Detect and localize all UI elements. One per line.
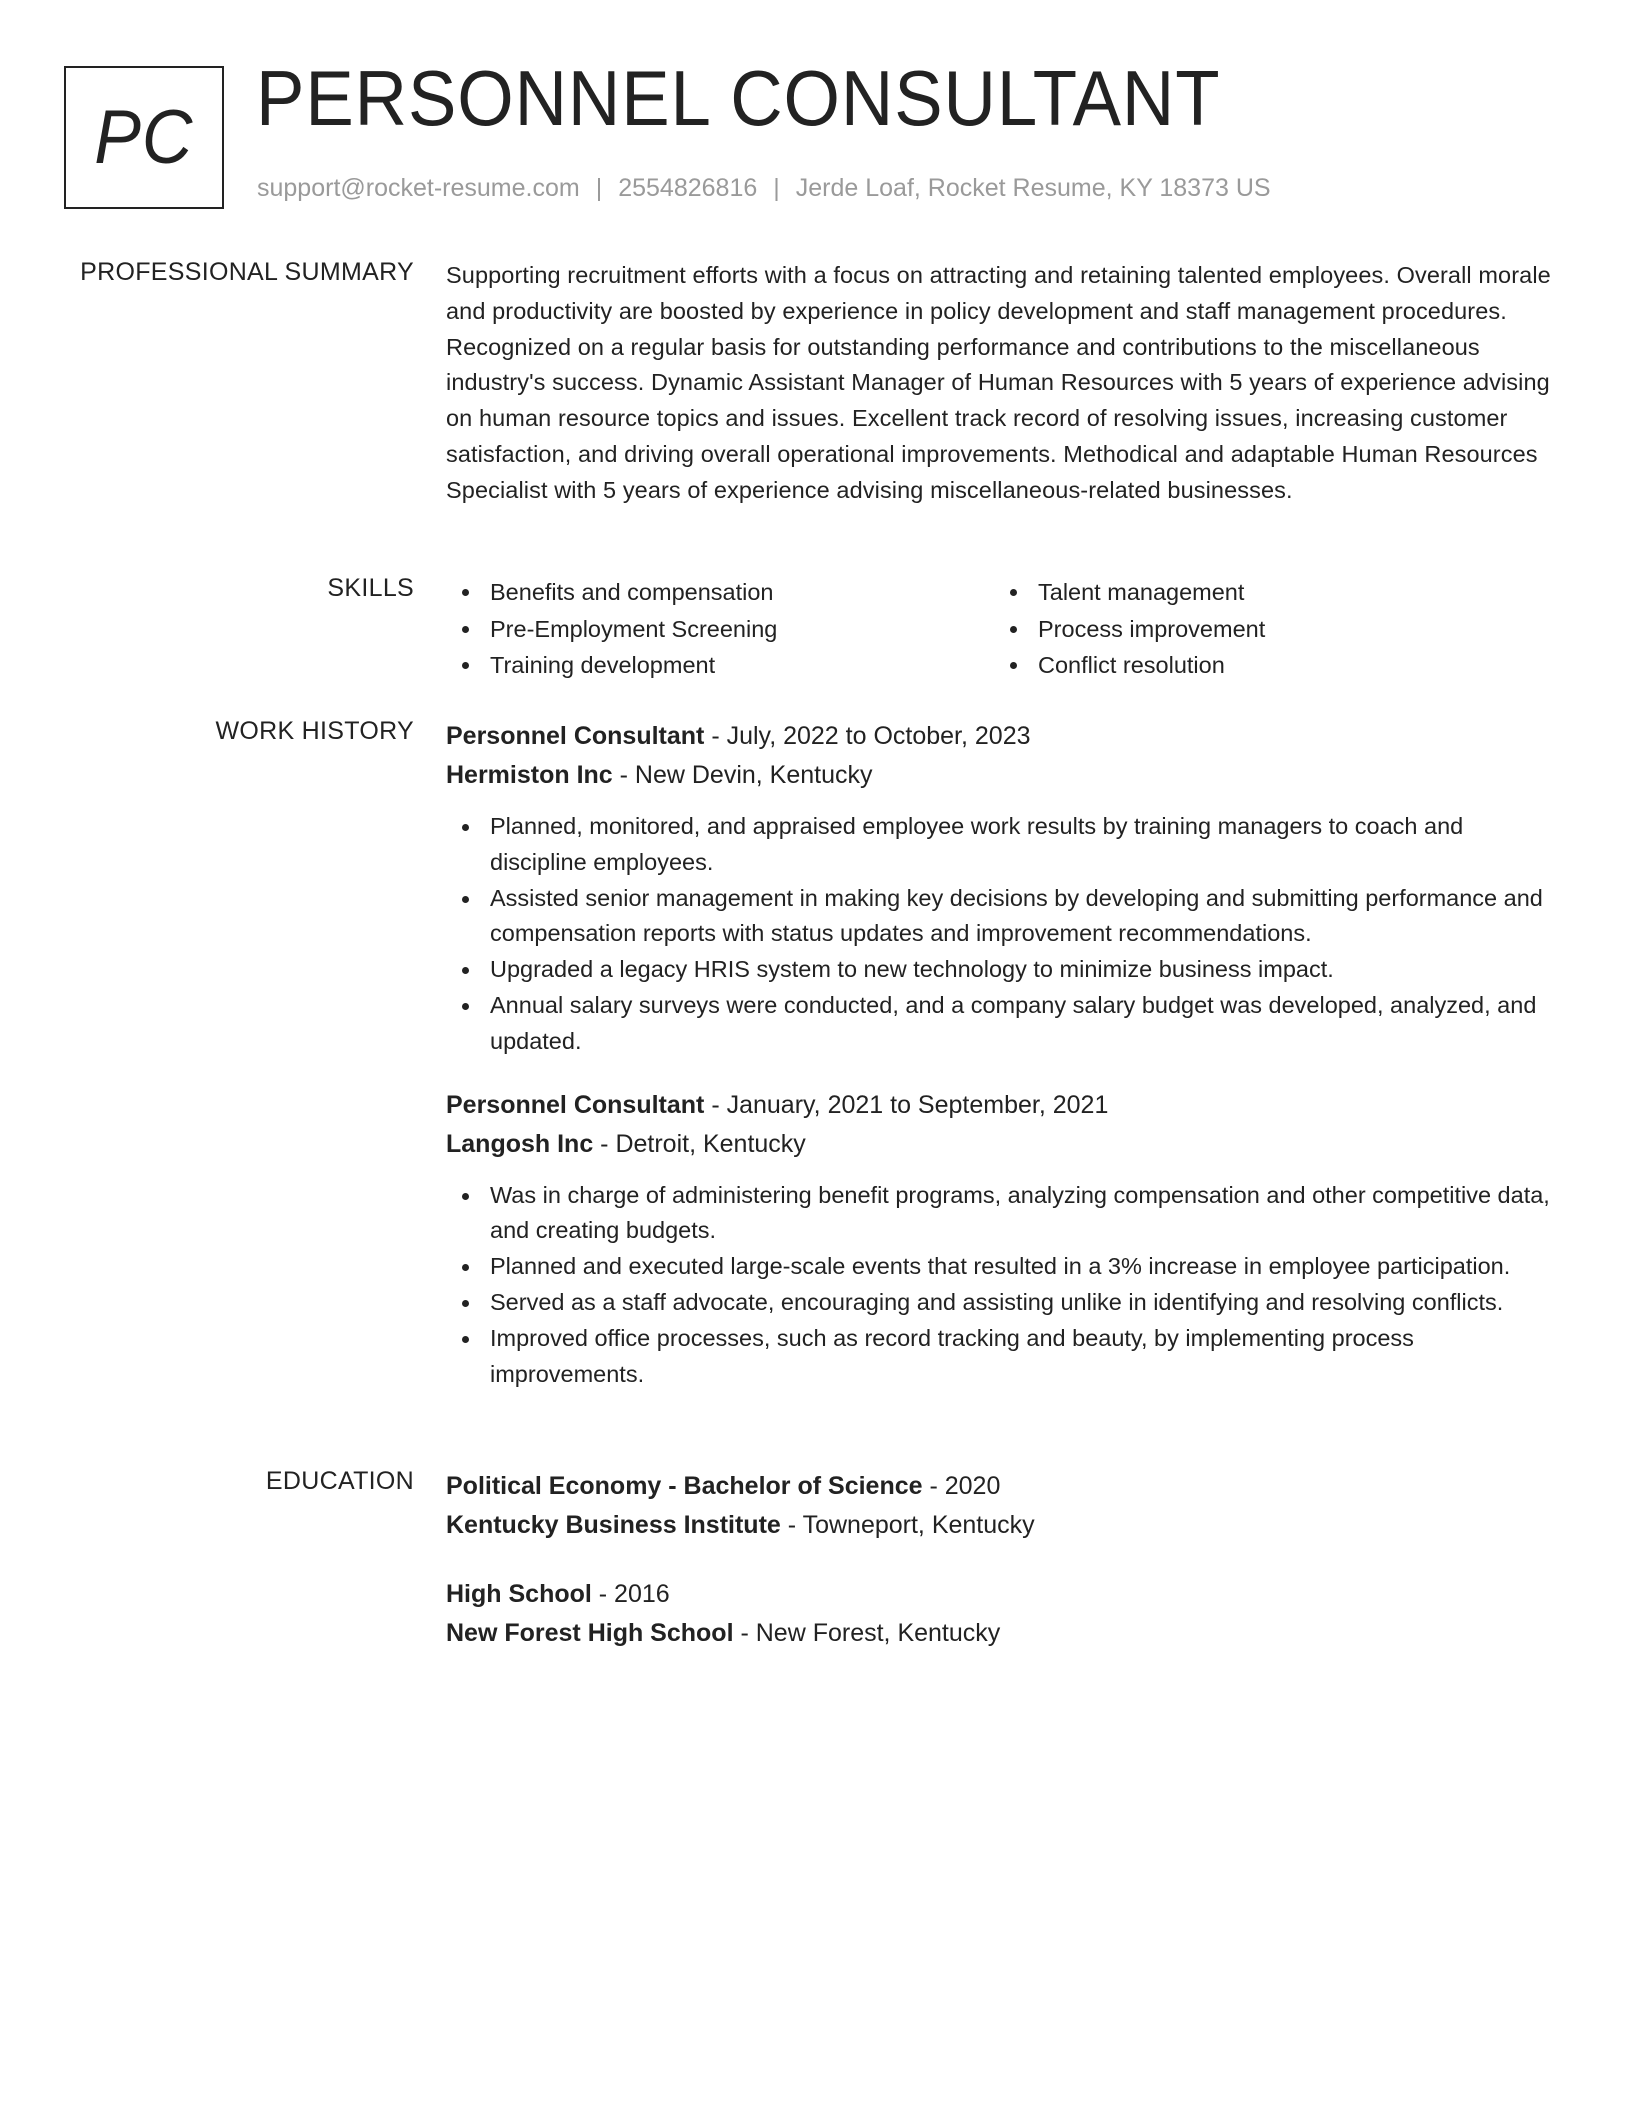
summary-heading: PROFESSIONAL SUMMARY <box>80 258 414 286</box>
job-title-line <box>446 1086 1562 1125</box>
job-dates: - July, 2022 to October, 2023 <box>704 722 1031 750</box>
candidate-name: PERSONNEL CONSULTANT <box>256 54 1221 142</box>
job-bullet: Annual salary surveys were conducted, and a company salary budget was developed, analyzed, and updated. <box>446 988 1562 1060</box>
skill-item: Process improvement <box>994 611 1542 648</box>
contact-line <box>257 174 1271 203</box>
education-degree: Political Economy - Bachelor of Science <box>446 1472 923 1500</box>
monogram-box <box>64 66 224 209</box>
job-company: Hermiston Inc <box>446 761 613 789</box>
education-location: - New Forest, Kentucky <box>733 1619 1001 1647</box>
skill-item: Benefits and compensation <box>446 574 994 611</box>
education-school: New Forest High School <box>446 1619 734 1647</box>
education-year: - 2016 <box>591 1580 670 1608</box>
skill-item: Pre-Employment Screening <box>446 611 994 648</box>
job-bullet: Planned, monitored, and appraised employee work results by training managers to coach and discipline employees. <box>446 809 1562 881</box>
job-company: Langosh Inc <box>446 1129 594 1158</box>
education-school-line <box>446 1506 1562 1545</box>
job-bullet: Assisted senior management in making key decisions by developing and submitting performance and compensation reports with status updates and improvement recommendations. <box>446 881 1562 953</box>
job-company-line <box>446 1125 1562 1164</box>
education-school-line <box>446 1614 1562 1653</box>
job-title-line <box>446 717 1562 756</box>
summary-text: Supporting recruitment efforts with a focus on attracting and retaining talented employees. Overall morale and productivity are boosted by experience in policy development and staff management procedures. Recognized on a regular basis for outstanding performance and contributions to the miscellaneous industry's success. Dynamic Assistant Manager of Human Resources with 5 years of experience advising on human resource topics and issues. Excellent track record of resolving issues, increasing customer satisfaction, and driving overall operational improvements. Methodical and adaptable Human Resources Specialist with 5 years of experience advising miscellaneous-related businesses. <box>446 262 1551 503</box>
contact-email: support@rocket-resume.com <box>257 174 580 202</box>
contact-separator: | <box>595 174 603 202</box>
job-entry <box>446 717 1562 1060</box>
job-bullet: Planned and executed large-scale events that resulted in a 3% increase in employee participation. <box>446 1249 1562 1285</box>
skills-column-right <box>994 574 1542 684</box>
job-bullet: Improved office processes, such as record tracking and beauty, by implementing process improvements. <box>446 1321 1562 1393</box>
monogram-initials: PC <box>94 95 194 180</box>
education-body <box>446 1467 1562 1683</box>
education-entry <box>446 1575 1562 1653</box>
job-bullets <box>446 809 1562 1060</box>
skill-item: Conflict resolution <box>994 647 1542 684</box>
contact-address: Jerde Loaf, Rocket Resume, KY 18373 US <box>795 174 1271 202</box>
job-location: - Detroit, Kentucky <box>593 1129 806 1158</box>
education-degree-line <box>446 1575 1562 1614</box>
job-entry <box>446 1086 1562 1393</box>
education-entry <box>446 1467 1562 1545</box>
education-degree: High School <box>446 1580 592 1608</box>
contact-phone: 2554826816 <box>618 174 758 202</box>
education-school: Kentucky Business Institute <box>446 1511 781 1539</box>
job-bullet: Was in charge of administering benefit programs, analyzing compensation and other competitive data, and creating budgets. <box>446 1178 1562 1250</box>
education-year: - 2020 <box>922 1472 1001 1500</box>
job-title: Personnel Consultant <box>446 1090 705 1119</box>
job-bullet: Served as a staff advocate, encouraging and assisting unlike in identifying and resolving conflicts. <box>446 1285 1562 1321</box>
work-history-heading: WORK HISTORY <box>215 717 414 745</box>
job-location: - New Devin, Kentucky <box>612 761 873 789</box>
job-dates: - January, 2021 to September, 2021 <box>704 1090 1109 1119</box>
job-bullet: Upgraded a legacy HRIS system to new technology to minimize business impact. <box>446 952 1562 988</box>
skills-list-left <box>446 574 994 684</box>
skills-body <box>446 574 1562 684</box>
skills-column-left <box>446 574 994 684</box>
job-company-line <box>446 756 1562 795</box>
education-degree-line <box>446 1467 1562 1506</box>
education-location: - Towneport, Kentucky <box>780 1511 1035 1539</box>
job-title: Personnel Consultant <box>446 722 705 750</box>
work-history-body <box>446 717 1562 1418</box>
skills-list-right <box>994 574 1542 684</box>
skill-item: Training development <box>446 647 994 684</box>
education-heading: EDUCATION <box>265 1467 414 1495</box>
skills-heading: SKILLS <box>327 574 414 602</box>
skills-grid <box>446 574 1546 684</box>
skill-item: Talent management <box>994 574 1542 611</box>
job-bullets <box>446 1178 1562 1393</box>
contact-separator: | <box>773 174 780 202</box>
